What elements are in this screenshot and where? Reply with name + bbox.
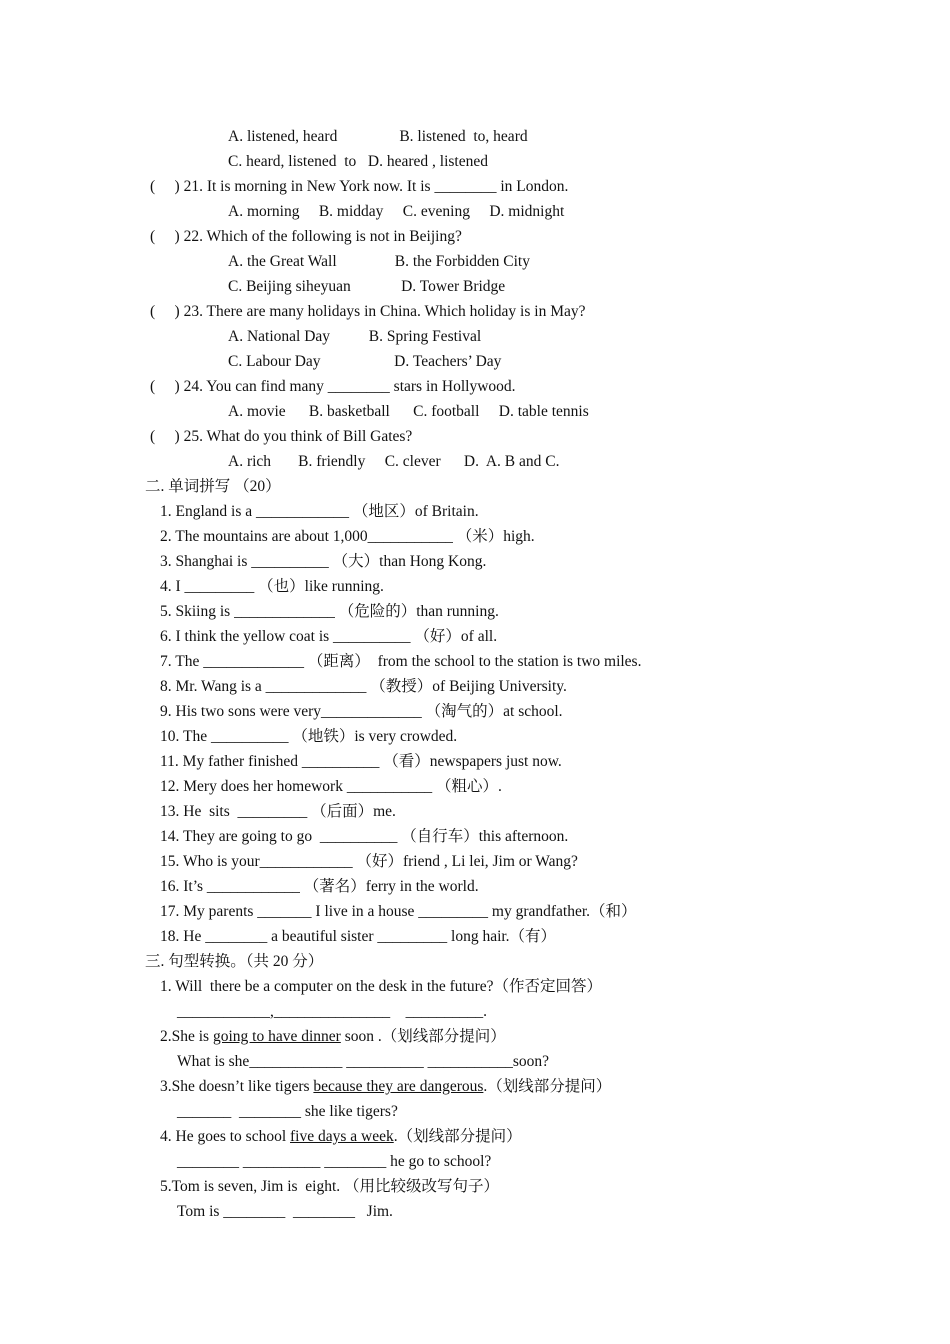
transform-4-text-after: .（划线部分提问） xyxy=(393,1128,522,1145)
q24-question: ( ) 24. You can find many ________ stars in Hollywood. xyxy=(150,378,516,395)
q24-options: A. movie B. basketball C. football D. table tennis xyxy=(228,403,589,420)
section2-heading: 二. 单词拼写 （20） xyxy=(145,478,281,495)
transform-2-question xyxy=(160,1027,506,1047)
transform-4-answer: ________ __________ ________ he go to school? xyxy=(177,1153,492,1170)
spelling-item: 2. The mountains are about 1,000___________ （米）high. xyxy=(160,528,535,545)
transform-4-text-before: 4. He goes to school xyxy=(160,1128,291,1145)
transform-1-question: 1. Will there be a computer on the desk in the future?（作否定回答） xyxy=(160,978,603,995)
spelling-item: 11. My father finished __________ （看）newspapers just now. xyxy=(160,753,562,770)
spelling-item: 15. Who is your____________ （好）friend , Li lei, Jim or Wang? xyxy=(160,853,578,870)
q20-options-row1: A. listened, heard B. listened to, heard xyxy=(228,128,528,145)
spelling-item: 12. Mery does her homework ___________ （粗心）. xyxy=(160,778,502,795)
q20-options-row2: C. heard, listened to D. heared , listened xyxy=(228,153,488,170)
transform-2-text-before: 2.She is xyxy=(160,1028,213,1045)
spelling-item: 7. The _____________ （距离） from the school to the station is two miles. xyxy=(160,653,642,670)
q23-question: ( ) 23. There are many holidays in China. Which holiday is in May? xyxy=(150,303,586,320)
spelling-item: 13. He sits _________ （后面）me. xyxy=(160,803,396,820)
spelling-item: 10. The __________ （地铁）is very crowded. xyxy=(160,728,458,745)
transform-3-answer: _______ ________ she like tigers? xyxy=(177,1103,398,1120)
q22-question: ( ) 22. Which of the following is not in Beijing? xyxy=(150,228,462,245)
q23-options-row1: A. National Day B. Spring Festival xyxy=(228,328,482,345)
spelling-item: 16. It’s ____________ （著名）ferry in the world. xyxy=(160,878,479,895)
transform-2-text-after: soon .（划线部分提问） xyxy=(340,1028,506,1045)
q25-options: A. rich B. friendly C. clever D. A. B and C. xyxy=(228,453,560,470)
transform-4-question xyxy=(160,1127,522,1147)
transform-3-text-after: .（划线部分提问） xyxy=(483,1078,612,1095)
transform-5-answer: Tom is ________ ________ Jim. xyxy=(177,1203,393,1220)
transform-2-underlined: going to have dinner xyxy=(212,1028,341,1045)
transform-3-text-before: 3.She doesn’t like tigers xyxy=(160,1078,314,1095)
spelling-item: 14. They are going to go __________ （自行车）this afternoon. xyxy=(160,828,569,845)
spelling-item: 8. Mr. Wang is a _____________ （教授）of Beijing University. xyxy=(160,678,567,695)
transform-3-question xyxy=(160,1077,611,1097)
q23-options-row2: C. Labour Day D. Teachers’ Day xyxy=(228,353,502,370)
spelling-item: 5. Skiing is _____________ （危险的）than running. xyxy=(160,603,499,620)
section3-heading: 三. 句型转换。（共 20 分） xyxy=(145,953,324,970)
spelling-item: 6. I think the yellow coat is __________ （好）of all. xyxy=(160,628,498,645)
q25-question: ( ) 25. What do you think of Bill Gates? xyxy=(150,428,413,445)
q21-options: A. morning B. midday C. evening D. midnight xyxy=(228,203,565,220)
spelling-item: 4. I _________ （也）like running. xyxy=(160,578,384,595)
q22-options-row2: C. Beijing siheyuan D. Tower Bridge xyxy=(228,278,506,295)
transform-1-answer: ____________,_______________ __________. xyxy=(177,1003,487,1020)
transform-4-underlined: five days a week xyxy=(290,1128,394,1145)
spelling-item: 18. He ________ a beautiful sister _________ long hair.（有） xyxy=(160,928,557,945)
transform-3-underlined: because they are dangerous xyxy=(313,1078,484,1095)
spelling-item: 1. England is a ____________ （地区）of Britain. xyxy=(160,503,479,520)
spelling-item: 3. Shanghai is __________ （大）than Hong Kong. xyxy=(160,553,487,570)
q21-question: ( ) 21. It is morning in New York now. It is ________ in London. xyxy=(150,178,569,195)
spelling-item: 17. My parents _______ I live in a house _________ my grandfather.（和） xyxy=(160,903,637,920)
transform-5-question: 5.Tom is seven, Jim is eight. （用比较级改写句子） xyxy=(160,1178,500,1195)
transform-2-answer: What is she____________ __________ ___________soon? xyxy=(177,1053,549,1070)
q22-options-row1: A. the Great Wall B. the Forbidden City xyxy=(228,253,530,270)
spelling-item: 9. His two sons were very_____________ （淘气的）at school. xyxy=(160,703,563,720)
